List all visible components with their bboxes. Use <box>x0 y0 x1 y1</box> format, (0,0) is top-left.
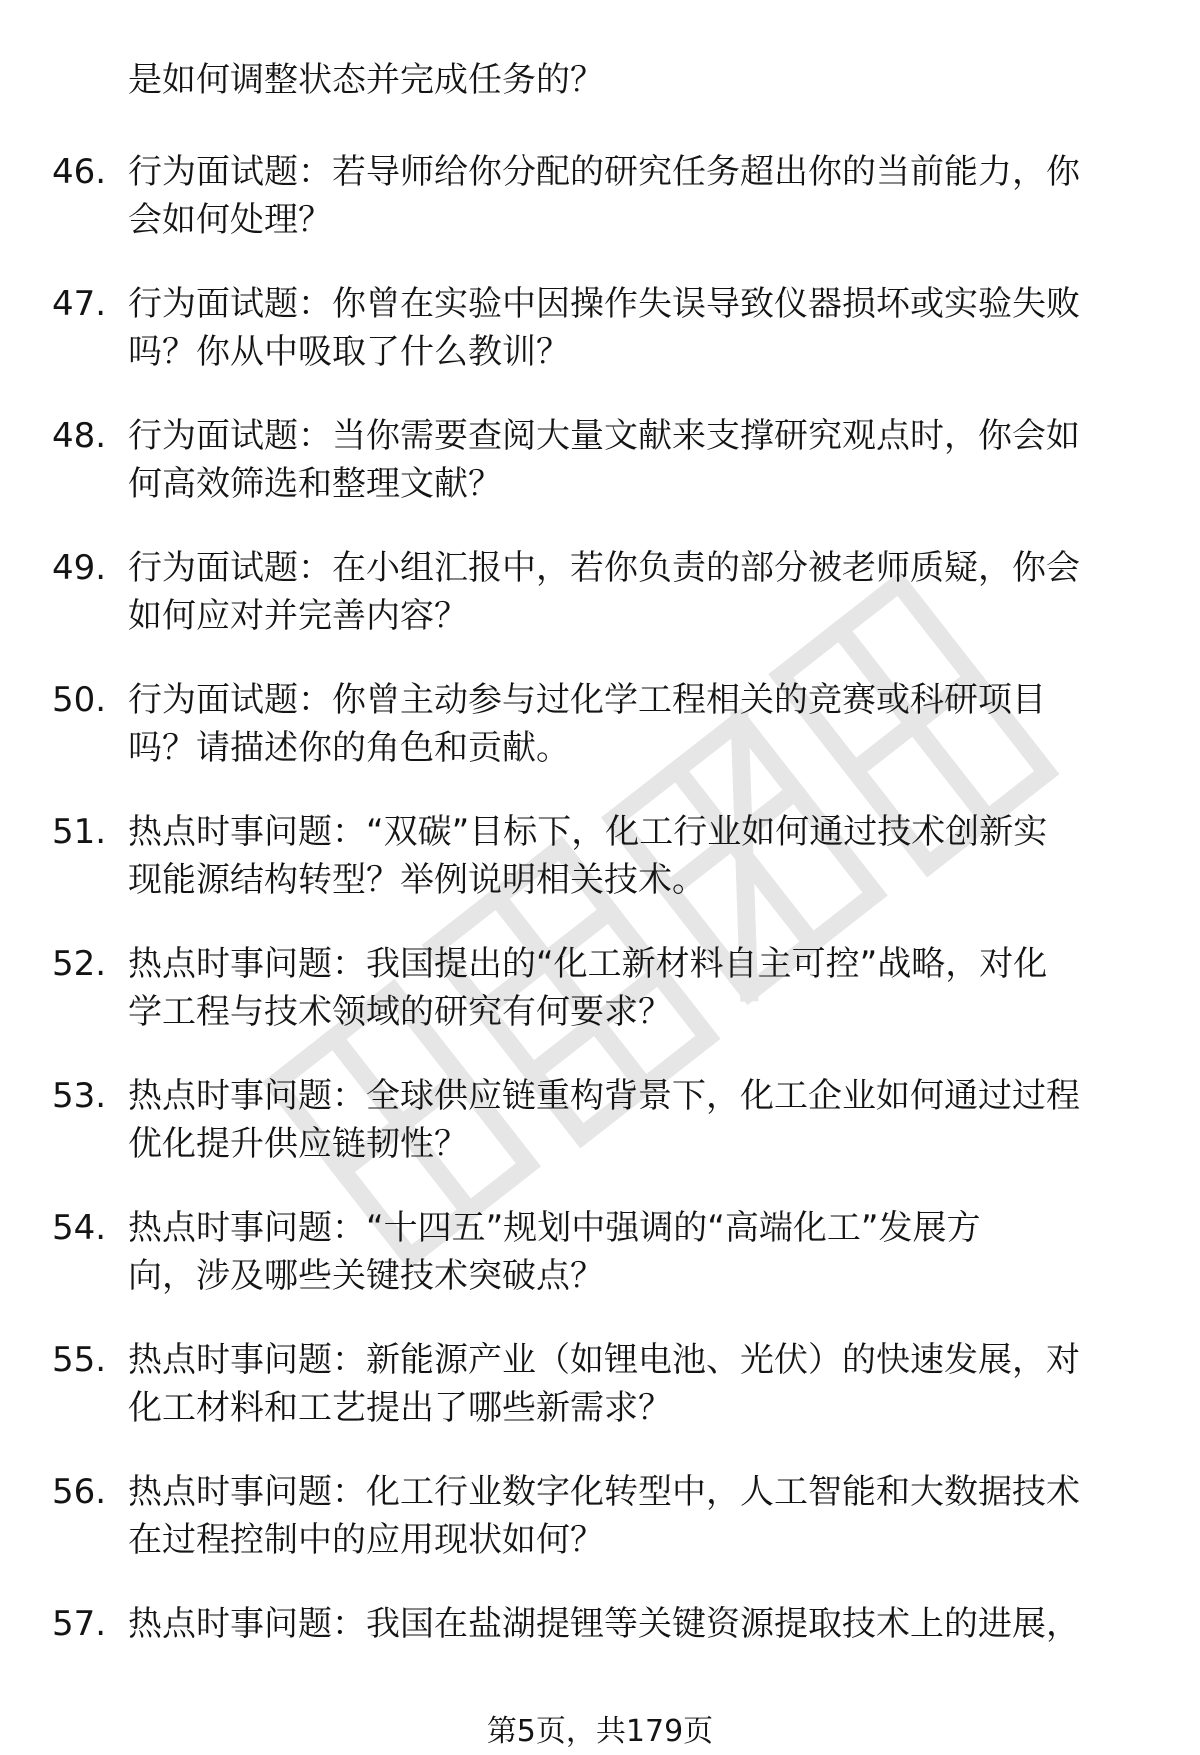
question-item <box>0 412 1200 532</box>
question-number: 49. <box>52 548 107 588</box>
question-line: 优化提升供应链韧性？ <box>128 1124 468 1164</box>
question-list <box>0 148 1200 1732</box>
question-line: 学工程与技术领域的研究有何要求？ <box>128 992 672 1032</box>
question-text <box>128 544 1138 640</box>
question-item <box>0 676 1200 796</box>
question-line: 吗？请描述你的角色和贡献。 <box>128 728 570 768</box>
question-number: 53. <box>52 1076 107 1116</box>
question-number: 47. <box>52 284 107 324</box>
question-line: 行为面试题：当你需要查阅大量文献来支撑研究观点时，你会如 <box>128 416 1080 456</box>
question-text <box>128 1336 1138 1432</box>
question-line: 现能源结构转型？举例说明相关技术。 <box>128 860 706 900</box>
question-line: 在过程控制中的应用现状如何？ <box>128 1520 604 1560</box>
question-line: 热点时事问题：“十四五”规划中强调的“高端化工”发展方 <box>128 1208 981 1248</box>
question-number: 56. <box>52 1472 107 1512</box>
question-line: 化工材料和工艺提出了哪些新需求？ <box>128 1388 672 1428</box>
question-number: 46. <box>52 152 107 192</box>
question-number: 54. <box>52 1208 107 1248</box>
question-line: 热点时事问题：我国提出的“化工新材料自主可控”战略，对化 <box>128 944 1048 984</box>
question-line: 会如何处理？ <box>128 200 332 240</box>
question-item <box>0 940 1200 1060</box>
question-line: 吗？你从中吸取了什么教训？ <box>128 332 570 372</box>
question-number: 51. <box>52 812 107 852</box>
question-number: 52. <box>52 944 107 984</box>
question-text <box>128 1600 1138 1648</box>
question-line: 何高效筛选和整理文献？ <box>128 464 502 504</box>
question-number: 48. <box>52 416 107 456</box>
question-line: 如何应对并完善内容？ <box>128 596 468 636</box>
question-text <box>128 1072 1138 1168</box>
continuation-text: 是如何调整状态并完成任务的？ <box>128 60 604 100</box>
page-footer: 第5页，共179页 <box>486 1714 714 1749</box>
question-line: 热点时事问题：全球供应链重构背景下，化工企业如何通过过程 <box>128 1076 1080 1116</box>
question-line: 行为面试题：在小组汇报中，若你负责的部分被老师质疑，你会 <box>128 548 1080 588</box>
question-line: 热点时事问题：化工行业数字化转型中，人工智能和大数据技术 <box>128 1472 1080 1512</box>
question-text <box>128 940 1138 1036</box>
question-line: 热点时事问题：我国在盐湖提锂等关键资源提取技术上的进展， <box>128 1604 1080 1644</box>
question-number: 55. <box>52 1340 107 1380</box>
question-item <box>0 1204 1200 1324</box>
question-text <box>128 148 1138 244</box>
question-text <box>128 1204 1138 1300</box>
question-item <box>0 808 1200 928</box>
question-line: 行为面试题：你曾在实验中因操作失误导致仪器损坏或实验失败 <box>128 284 1080 324</box>
question-text <box>128 280 1138 376</box>
question-number: 57. <box>52 1604 107 1644</box>
question-number: 50. <box>52 680 107 720</box>
question-item <box>0 280 1200 400</box>
question-line: 行为面试题：你曾主动参与过化学工程相关的竞赛或科研项目 <box>128 680 1046 720</box>
question-line: 热点时事问题：“双碳”目标下，化工行业如何通过技术创新实 <box>128 812 1048 852</box>
question-item <box>0 1600 1200 1720</box>
question-line: 向，涉及哪些关键技术突破点？ <box>128 1256 604 1296</box>
question-line: 行为面试题：若导师给你分配的研究任务超出你的当前能力，你 <box>128 152 1080 192</box>
question-text <box>128 1468 1138 1564</box>
question-item <box>0 148 1200 268</box>
question-item <box>0 1072 1200 1192</box>
question-item <box>0 1336 1200 1456</box>
question-text <box>128 676 1138 772</box>
question-item <box>0 544 1200 664</box>
question-text <box>128 412 1138 508</box>
question-item <box>0 1468 1200 1588</box>
question-line: 热点时事问题：新能源产业（如锂电池、光伏）的快速发展，对 <box>128 1340 1080 1380</box>
question-text <box>128 808 1138 904</box>
